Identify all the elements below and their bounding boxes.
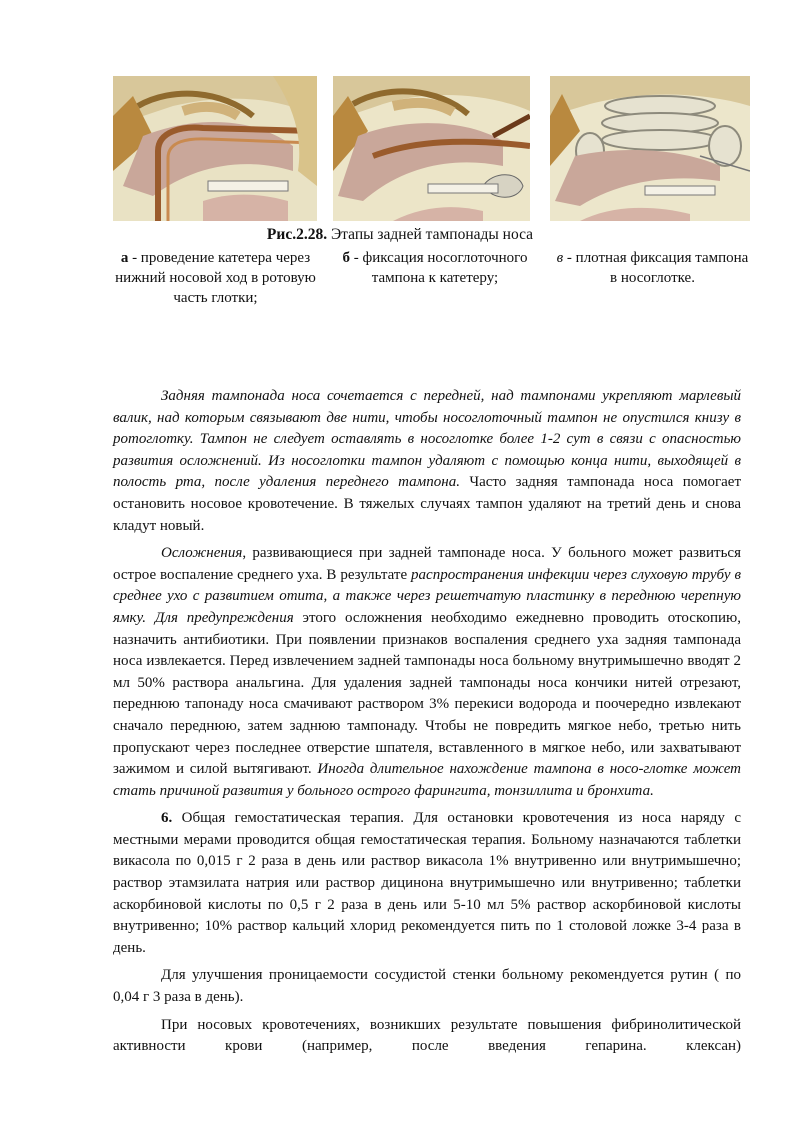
figure-panel-c: [550, 76, 750, 221]
caption-letter-b: б: [342, 250, 351, 266]
paragraph-1-italic: Задняя тампонада носа сочетается с передней, над тампонами укрепляют марлевый валик, над которым связывают две нити, чтобы носоглоточный тампон не опустился книзу в ротоглотку. Тампон не следует оставлять в носоглотке более 1-2 сут в связи с опасностью развития осложнений. Из носоглотки тампон удаляют с помощью конца нити, выходящей в полость рта, после удаления переднего тампона.: [113, 388, 741, 491]
caption-a: [113, 248, 318, 308]
caption-c: [555, 248, 750, 288]
anatomy-illustration-c: [550, 76, 750, 221]
paragraph-posterior-tamponade: [113, 386, 741, 537]
paragraph-complications: [113, 543, 741, 802]
anatomy-illustration-a: [113, 76, 317, 221]
paragraph-1-text: Часто задняя тампонада носа помогает остановить носовое кровотечение. В тяжелых случаях тампон удаляют на третий день и снова кладут новый.: [113, 474, 741, 534]
paragraph-2-italic-2: распространения инфекции через слуховую трубу в среднее ухо с развитием отита, а также через решетчатую пластинку в переднюю черепную ямку. Для предупреждения: [113, 566, 741, 626]
paragraph-2-italic-1: Осложнения: [161, 545, 243, 562]
anatomy-illustration-b: [333, 76, 530, 221]
paragraph-hemostatic-therapy: [113, 808, 741, 959]
caption-letter-a: а: [120, 250, 129, 266]
paragraph-2-italic-3: Иногда длительное нахождение тампона в носо-глотке может стать причиной развития у больного острого фарингита, тонзиллита и бронхита.: [113, 761, 741, 799]
figure-title-text: Этапы задней тампонады носа: [327, 226, 534, 243]
paragraph-rutin: Для улучшения проницаемости сосудистой стенки больному рекомендуется рутин ( по 0,04 г 3 раза в день).: [113, 967, 741, 1006]
paragraph-2-text-1: , развивающиеся при задней тампонаде носа. У больного может развиться острое воспаление среднего уха. В результате: [113, 545, 741, 583]
section-number: 6.: [161, 810, 173, 827]
figure-panel-b: [333, 76, 530, 221]
paragraph-fibrinolytic: При носовых кровотечениях, возникших результате повышения фибринолитической активности крови (например, после введения гепарина. клексан): [113, 1016, 741, 1055]
body-text: [113, 386, 741, 1064]
paragraph-3-text: Общая гемостатическая терапия. Для остановки кровотечения из носа наряду с местными мерами проводится общая гемостатическая терапия. Больному назначаются таблетки викасола по 0,015 г 2 раза в день или раствор викасола 1% внутривенно или внутримышечно; раствор этамзилата натрия или раствор дицинона внутримышечно или внутривенно; таблетки аскорбиновой кислоты по 0,5 г 2 раза в день или 5-10 мл 5% раствор аскорбиновой кислоты внутривенно; 10% раствор кальций хлорид рекомендуется пить по 1 столовой ложке 3-4 раза в день.: [113, 810, 741, 956]
caption-text-c: - плотная фиксация тампона в носоглотке.: [563, 250, 749, 286]
paragraph-2-text-2: этого осложнения необходимо ежедневно проводить отоскопию, назначить антибиотики. При появлении признаков воспаления среднего уха задняя тампонада носа извлекается. Перед извлечением задней тампонады носа больному внутримышечно вводят 2 мл 50% раствора анальгина. Для удаления задней тампонады носа кончики нитей отрезают, переднюю тапонаду носа смачивают раствором 3% перекиси водорода и поочередно извлекают сначало переднюю, затем заднюю тампонаду. Чтобы не повредить мягкое небо, третью нить пропускают через последнее отверстие шпателя, вставленного в мягкое небо, или захватывают зажимом и силой вытягивают.: [113, 609, 741, 778]
figure-panels: [113, 76, 750, 221]
caption-text-b: - фиксация носоглоточного тампона к катетеру;: [350, 250, 528, 286]
caption-letter-c: в: [556, 250, 564, 266]
figure-number: Рис.2.28.: [266, 226, 328, 243]
caption-b: [322, 248, 548, 288]
figure-title: [0, 226, 800, 244]
caption-text-a: - проведение катетера через нижний носовой ход в ротовую часть глотки;: [115, 250, 316, 306]
figure-panel-a: [113, 76, 317, 221]
